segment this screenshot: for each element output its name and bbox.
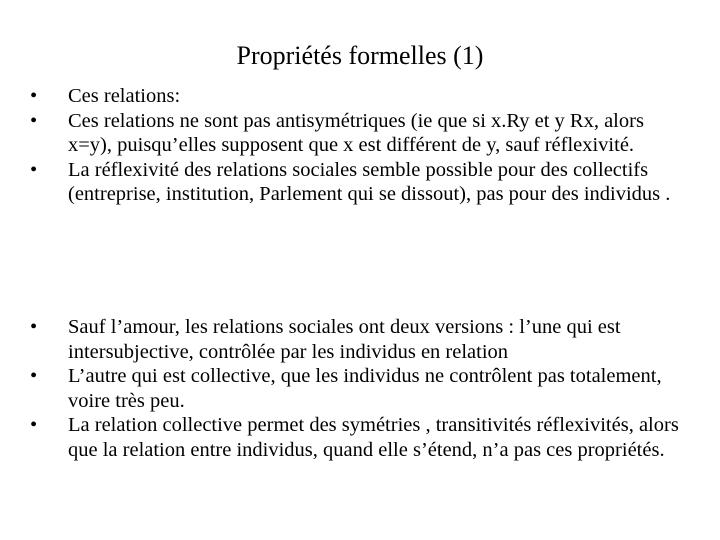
bullet-marker: • bbox=[30, 316, 38, 338]
bullet-list-bottom bbox=[30, 315, 690, 462]
bullet-text: La réflexivité des relations sociales semble possible pour des collectifs (entreprise, institution, Parlement qui se dissout), pas pour des individus . bbox=[68, 158, 671, 205]
bullet-text: Ces relations: bbox=[68, 85, 181, 107]
bullet-item bbox=[30, 413, 690, 462]
bullet-marker: • bbox=[30, 109, 38, 132]
bullet-item bbox=[30, 315, 690, 364]
bullet-marker: • bbox=[30, 85, 38, 107]
slide-title: Propriétés formelles (1) bbox=[236, 41, 484, 70]
bullet-item bbox=[30, 158, 690, 207]
bullet-marker: • bbox=[30, 365, 38, 387]
bullet-marker: • bbox=[30, 414, 38, 436]
bullet-text: Ces relations ne sont pas antisymétriques (ie que si x.Ry et y Rx, alors x=y), puisqu’elles supposent que x est différent de y, sauf réflexivité. bbox=[68, 109, 644, 156]
bullet-item bbox=[30, 109, 690, 158]
bullet-text: La relation collective permet des symétries , transitivités réflexivités, alors que la relation entre individus, quand elle s’étend, n’a pas ces propriétés. bbox=[68, 414, 679, 461]
bullet-marker: • bbox=[30, 158, 38, 181]
bullet-item bbox=[30, 364, 690, 413]
bullet-list-top bbox=[30, 84, 690, 207]
bullet-text: Sauf l’amour, les relations sociales ont deux versions : l’une qui est intersubjective, contrôlée par les individus en relation bbox=[68, 316, 621, 363]
bullet-item bbox=[30, 84, 690, 109]
bullet-text: L’autre qui est collective, que les individus ne contrôlent pas totalement, voire très peu. bbox=[68, 365, 662, 412]
